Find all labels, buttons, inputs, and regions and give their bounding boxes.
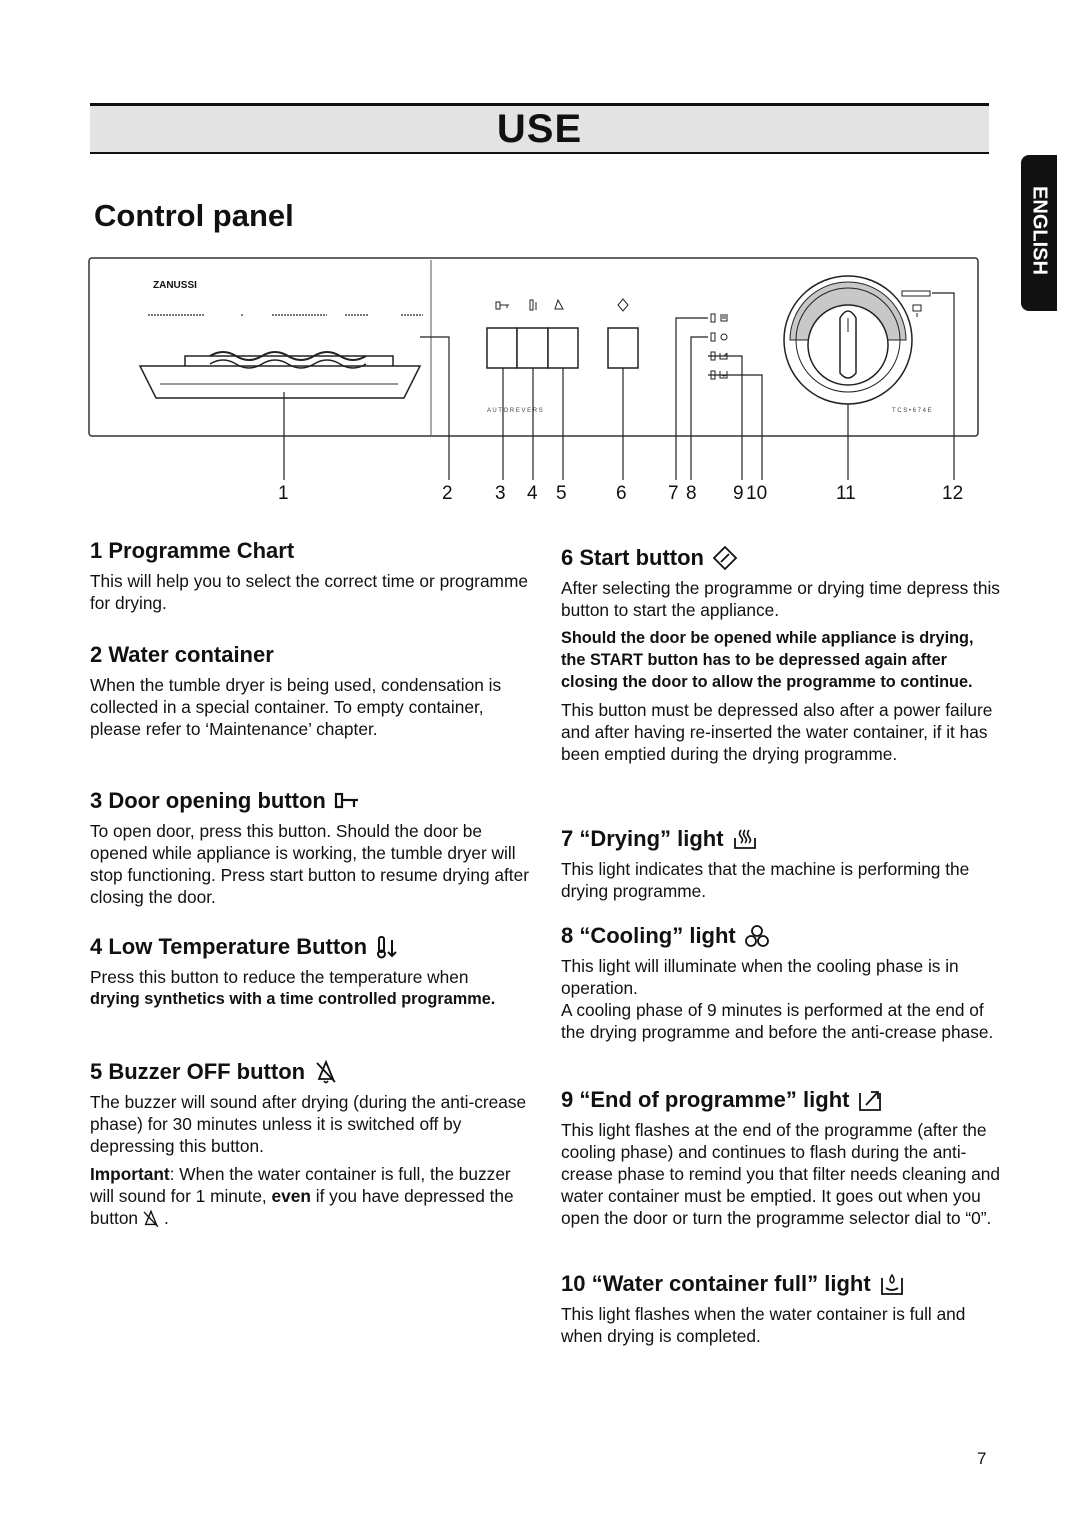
section-title: 2 Water container	[90, 642, 274, 667]
section-title: 4 Low Temperature Button	[90, 934, 368, 959]
section-drying-light	[561, 824, 1001, 908]
important-note: Important: When the water container is full, the buzzer will sound for 1 minute, even if you have depressed the button .	[90, 1164, 514, 1228]
callout-12: 12	[942, 483, 964, 504]
section-title: 9 “End of programme” light	[561, 1087, 850, 1112]
section-title: 1 Programme Chart	[90, 538, 295, 563]
section-text: This light flashes when the water container is full and when drying is completed.	[561, 1304, 966, 1346]
section-text: When the tumble dryer is being used, condensation is collected in a special container. To empty container, please refer to ‘Maintenance’ chapter.	[90, 675, 502, 739]
page-title: Control panel	[94, 198, 294, 233]
callout-7: 7	[668, 483, 679, 504]
section-end-of-programme-light	[561, 1085, 1001, 1235]
control-panel-drawing	[0, 0, 1080, 520]
section-text-bold: Should the door be opened while appliance is drying, the START button has to be depressed again after closing the door to allow the programme to continue.	[561, 629, 974, 691]
end-of-programme-icon	[857, 1087, 883, 1113]
page-number: 7	[977, 1449, 987, 1468]
callout-2: 2	[442, 483, 453, 504]
callout-6: 6	[616, 483, 627, 504]
water-container-full-icon	[879, 1271, 905, 1297]
section-text: This light flashes at the end of the programme (after the cooling phase) and continues to flash during the anti-crease phase to remind you that filter needs cleaning and water container must be emptied. It goes out when you open the door or turn the programme selector dial to “0”.	[561, 1120, 1001, 1228]
section-text: This will help you to select the correct time or programme for drying.	[90, 571, 528, 613]
section-text: This button must be depressed also after a power failure and after having re-inserted the water container, if it has been emptied during the drying programme.	[561, 700, 993, 764]
section-text: To open door, press this button. Should the door be opened while appliance is working, the tumble dryer will stop functioning. Press start button to resume drying after closing the door.	[90, 821, 529, 907]
language-tab-label: ENGLISH	[1028, 186, 1051, 275]
section-water-container-full-light	[561, 1269, 1001, 1353]
auto-revers-label: A U T O R E V E R S	[487, 408, 543, 414]
callout-3: 3	[495, 483, 506, 504]
cooling-fan-icon	[744, 923, 770, 949]
buzzer-off-icon	[141, 1209, 161, 1229]
callout-5: 5	[556, 483, 567, 504]
section-start-button	[561, 543, 1001, 771]
callout-8: 8	[686, 483, 697, 504]
section-door-opening	[90, 786, 530, 914]
drying-icon	[732, 826, 758, 852]
section-title: 8 “Cooling” light	[561, 923, 736, 948]
section-text: Press this button to reduce the temperature when	[90, 967, 469, 987]
section-title: 6 Start button	[561, 545, 704, 570]
model-label: T C S • 6 7 4 E	[892, 408, 932, 414]
callout-1: 1	[278, 483, 289, 504]
section-water-container	[90, 640, 530, 746]
callout-9: 9	[733, 483, 744, 504]
callout-4: 4	[527, 483, 538, 504]
section-title: 3 Door opening button	[90, 788, 326, 813]
section-title: 5 Buzzer OFF button	[90, 1059, 306, 1084]
banner-title: USE	[496, 107, 583, 151]
section-text: This light will illuminate when the cooling phase is in operation.	[561, 956, 959, 998]
section-buzzer-off	[90, 1057, 530, 1235]
callout-11: 11	[836, 483, 856, 504]
section-title: 10 “Water container full” light	[561, 1271, 871, 1296]
section-text: After selecting the programme or drying time depress this button to start the appliance.	[561, 578, 1000, 620]
section-title: 7 “Drying” light	[561, 826, 724, 851]
section-text-bold: drying synthetics with a time controlled programme.	[90, 990, 496, 1008]
section-low-temperature	[90, 932, 530, 1016]
callout-10: 10	[746, 483, 768, 504]
section-programme-chart	[90, 536, 530, 620]
section-cooling-light	[561, 921, 1001, 1049]
buzzer-off-icon	[313, 1059, 339, 1085]
start-icon	[712, 545, 738, 571]
brand-logo: ZANUSSI	[153, 280, 197, 291]
key-icon	[334, 788, 360, 814]
section-text: A cooling phase of 9 minutes is performed at the end of the drying programme and before the anti-crease phase.	[561, 1000, 994, 1042]
low-temperature-icon	[375, 934, 401, 960]
section-text: This light indicates that the machine is performing the drying programme.	[561, 859, 970, 901]
section-text: The buzzer will sound after drying (during the anti-crease phase) for 30 minutes unless it is switched off by depressing this button.	[90, 1092, 527, 1156]
